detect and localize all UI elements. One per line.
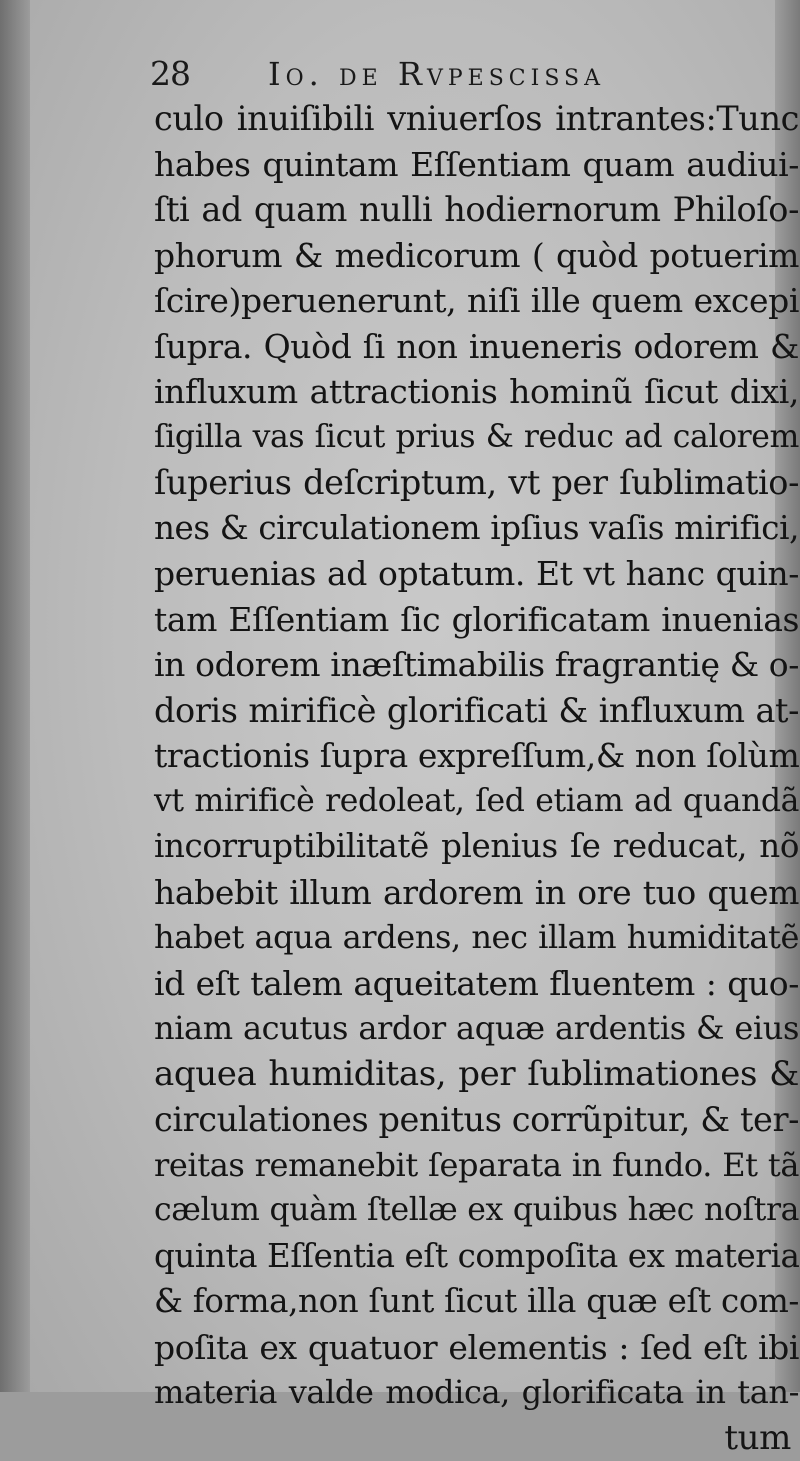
text-line: phorum & medicorum ( quòd potuerim [154,233,799,279]
text-line: tractionis ſupra expreſſum,& non ſolùm [154,733,799,779]
text-line: materia valde modica, glorificata in tan- [154,1370,799,1416]
text-line: doris mirificè glorificati & influxum at- [154,688,799,734]
page-number: 28 [150,52,190,96]
text-line: ſigilla vas ſicut prius & reduc ad calorem [154,415,799,461]
text-line: culo inuiſibili vniuerſos intrantes:Tunc [154,96,799,142]
text-line: poſita ex quatuor elementis : ſed eſt ibi [154,1325,799,1371]
text-line: influxum attractionis hominũ ſicut dixi, [154,369,799,415]
text-line: niam acutus ardor aquæ ardentis & eius [154,1006,799,1052]
body-text [154,96,799,1461]
text-line: in odorem inæſtimabilis fragrantię & o- [154,642,799,688]
text-line: reitas remanebit ſeparata in fundo. Et tã [154,1143,799,1189]
text-line: tam Eſſentiam ſic glorificatam inuenias [154,597,799,643]
running-head: Io. de Rvpescissa [268,52,605,96]
book-page [30,0,775,1392]
text-line: peruenias ad optatum. Et vt hanc quin- [154,551,799,597]
text-line: ſti ad quam nulli hodiernorum Philoſo- [154,187,799,233]
text-line: ſcire)peruenerunt, niſi ille quem excepi [154,278,799,324]
text-line: ſuperius deſcriptum, vt per ſublimatio- [154,460,799,506]
text-line: habebit illum ardorem in ore tuo quem [154,870,799,916]
text-line: nes & circulationem ipſius vaſis mirifici, [154,506,799,552]
text-line: id eſt talem aqueitatem fluentem : quo- [154,961,799,1007]
text-line: aquea humiditas, per ſublimationes & [154,1052,799,1098]
text-line: cælum quàm ſtellæ ex quibus hæc noſtra [154,1188,799,1234]
page-header [150,52,670,96]
text-line: ſupra. Quòd ſi non inueneris odorem & [154,324,799,370]
text-line: & forma,non ſunt ſicut illa quæ eſt com- [154,1279,799,1325]
text-line: habet aqua ardens, nec illam humiditatẽ [154,915,799,961]
text-line: incorruptibilitatẽ plenius ſe reducat, nõ [154,824,799,870]
text-line: circulationes penitus corrũpitur, & ter- [154,1097,799,1143]
text-line: quinta Eſſentia eſt compoſita ex materia [154,1234,799,1280]
text-line: vt mirificè redoleat, ſed etiam ad quandã [154,779,799,825]
catchword: tum [154,1416,799,1461]
text-line: habes quintam Eſſentiam quam audiui- [154,142,799,188]
